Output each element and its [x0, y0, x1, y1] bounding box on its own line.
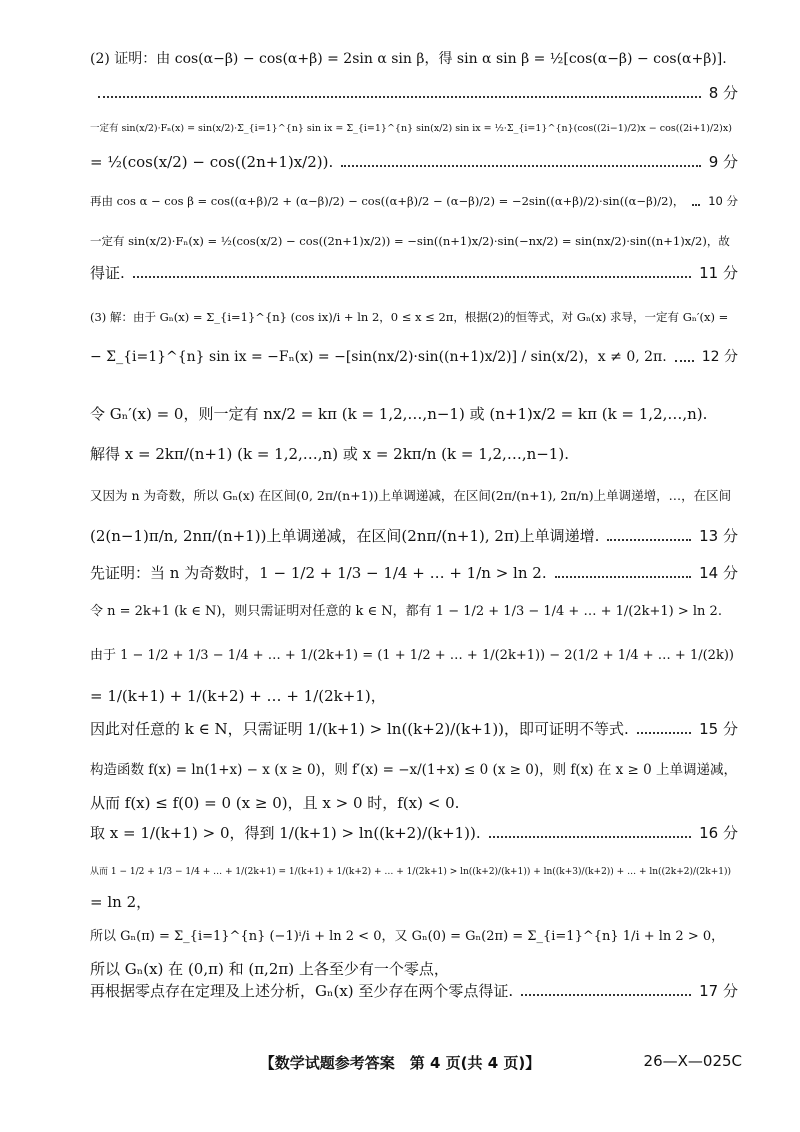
- text-line: [90, 48, 738, 70]
- text-line: [90, 118, 738, 140]
- line-text: (2) 证明：由 cos(α−β) − cos(α+β) = 2sin α sin β，得 sin α sin β = ½[cos(α−β) − cos(α+β)].: [90, 51, 727, 67]
- text-line: [90, 306, 738, 328]
- line-text: = ln 2，: [90, 893, 152, 911]
- dot-leader: [521, 994, 691, 996]
- dot-leader: [607, 539, 691, 541]
- dot-leader: [692, 204, 700, 206]
- text-line: [90, 190, 738, 212]
- text-line: [90, 403, 738, 425]
- line-text: 又因为 n 为奇数，所以 Gₙ(x) 在区间(0, 2π/(n+1))上单调递减，在区间(2π/(n+1), 2π/n)上单调递增，…，在区间: [90, 488, 732, 503]
- line-text: 得证.: [90, 264, 125, 282]
- line-text: 从而 f(x) ≤ f(0) = 0 (x ≥ 0)，且 x > 0 时，f(x) < 0.: [90, 794, 460, 812]
- dot-leader: [133, 276, 691, 278]
- line-text: 令 Gₙ′(x) = 0，则一定有 nx/2 = kπ (k = 1,2,…,n−1) 或 (n+1)x/2 = kπ (k = 1,2,…,n).: [90, 405, 708, 423]
- text-line: [90, 891, 738, 913]
- footer-title: 【数学试题参考答案 第 4 页(共 4 页)】: [259, 1054, 541, 1072]
- line-text: = 1/(k+1) + 1/(k+2) + … + 1/(2k+1)，: [90, 687, 386, 705]
- line-text: 取 x = 1/(k+1) > 0，得到 1/(k+1) > ln((k+2)/(k+1)).: [90, 824, 481, 842]
- text-line: [90, 759, 738, 781]
- score-mark: 10 分: [708, 194, 738, 208]
- line-text: 构造函数 f(x) = ln(1+x) − x (x ≥ 0)，则 f′(x) = −x/(1+x) ≤ 0 (x ≥ 0)，则 f(x) 在 x ≥ 0 上单调递减，: [90, 762, 738, 778]
- score-mark: 9 分: [708, 153, 738, 171]
- text-line: [90, 861, 738, 883]
- score-mark: 17 分: [699, 982, 738, 1000]
- text-line: [90, 822, 738, 844]
- text-line: [90, 262, 738, 284]
- text-line: [90, 346, 738, 368]
- line-text: 解得 x = 2kπ/(n+1) (k = 1,2,…,n) 或 x = 2kπ/n (k = 1,2,…,n−1).: [90, 445, 569, 463]
- text-line: [90, 926, 738, 948]
- text-line: [90, 230, 738, 252]
- line-text: − Σ_{i=1}^{n} sin ix = −Fₙ(x) = −[sin(nx/2)·sin((n+1)x/2)] / sin(x/2)，x ≠ 0, 2π.: [90, 349, 667, 365]
- text-line: [90, 685, 738, 707]
- dot-leader: [341, 165, 700, 167]
- score-mark: 13 分: [699, 527, 738, 545]
- text-line: [90, 645, 738, 667]
- line-text: (3) 解：由于 Gₙ(x) = Σ_{i=1}^{n} (cos ix)/i + ln 2，0 ≤ x ≤ 2π，根据(2)的恒等式，对 Gₙ(x) 求导，一定有 Gₙ′(x) =: [90, 310, 729, 324]
- line-text: 所以 Gₙ(π) = Σ_{i=1}^{n} (−1)ⁱ/i + ln 2 < 0，又 Gₙ(0) = Gₙ(2π) = Σ_{i=1}^{n} 1/i + ln 2 > 0，: [90, 929, 725, 944]
- text-line: [90, 980, 738, 1002]
- score-mark: 16 分: [699, 824, 738, 842]
- text-line: [90, 792, 738, 814]
- score-mark: 15 分: [699, 720, 738, 738]
- line-text: 先证明：当 n 为奇数时，1 − 1/2 + 1/3 − 1/4 + … + 1/n > ln 2.: [90, 564, 547, 582]
- line-text: = ½(cos(x/2) − cos((2n+1)x/2)).: [90, 153, 334, 171]
- text-line: [90, 82, 738, 104]
- text-line: [90, 562, 738, 584]
- text-line: [90, 718, 738, 740]
- dot-leader: [555, 576, 692, 578]
- score-mark: 11 分: [699, 264, 738, 282]
- dot-leader: [637, 732, 691, 734]
- dot-leader: [98, 96, 701, 98]
- score-mark: 12 分: [701, 349, 738, 365]
- line-text: 一定有 sin(x/2)·Fₙ(x) = sin(x/2)·Σ_{i=1}^{n} sin ix = Σ_{i=1}^{n} sin(x/2) sin ix = ½·Σ_{i=1}^{n}(cos((2i−1)/2)x − cos((2i+1)/2)x): [90, 123, 732, 134]
- text-line: [90, 958, 738, 980]
- document-code: 26—X—025C: [643, 1052, 742, 1070]
- line-text: 从而 1 − 1/2 + 1/3 − 1/4 + … + 1/(2k+1) = 1/(k+1) + 1/(k+2) + … + 1/(2k+1) > ln((k+2)/(k+1)) + ln((k+3)/(k+2)) + … + ln((2k+2)/(2k+1)): [90, 867, 732, 877]
- line-text: 因此对任意的 k ∈ N，只需证明 1/(k+1) > ln((k+2)/(k+1))，即可证明不等式.: [90, 720, 629, 738]
- line-text: 所以 Gₙ(x) 在 (0,π) 和 (π,2π) 上各至少有一个零点，: [90, 960, 449, 978]
- dot-leader: [489, 836, 691, 838]
- line-text: 再根据零点存在定理及上述分析，Gₙ(x) 至少存在两个零点得证.: [90, 982, 514, 1000]
- score-mark: 8 分: [708, 84, 738, 102]
- line-text: 一定有 sin(x/2)·Fₙ(x) = ½(cos(x/2) − cos((2n+1)x/2)) = −sin((n+1)x/2)·sin(−nx/2) = sin(nx/2)·sin((n+1)x/2)，故: [90, 234, 730, 248]
- line-text: 再由 cos α − cos β = cos((α+β)/2 + (α−β)/2) − cos((α+β)/2 − (α−β)/2) = −2sin((α+β)/2)·sin((α−β)/2)，: [90, 194, 685, 208]
- dot-leader: [675, 360, 694, 362]
- text-line: [90, 601, 738, 623]
- text-line: [90, 151, 738, 173]
- line-text: (2(n−1)π/n, 2nπ/(n+1))上单调递减，在区间(2nπ/(n+1), 2π)上单调递增.: [90, 527, 600, 545]
- line-text: 由于 1 − 1/2 + 1/3 − 1/4 + … + 1/(2k+1) = (1 + 1/2 + … + 1/(2k+1)) − 2(1/2 + 1/4 + … + 1/(2k)): [90, 648, 734, 663]
- text-line: [90, 525, 738, 547]
- text-line: [90, 443, 738, 465]
- score-mark: 14 分: [699, 564, 738, 582]
- line-text: 令 n = 2k+1 (k ∈ N)，则只需证明对任意的 k ∈ N，都有 1 − 1/2 + 1/3 − 1/4 + … + 1/(2k+1) > ln 2.: [90, 604, 722, 619]
- text-line: [90, 485, 738, 507]
